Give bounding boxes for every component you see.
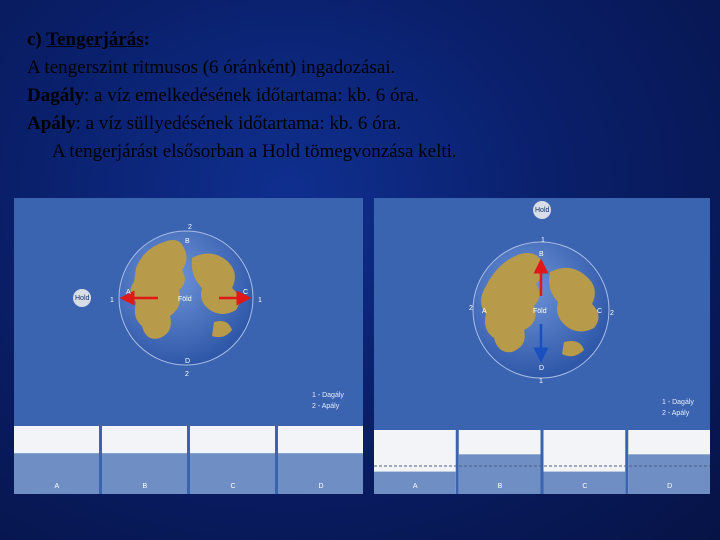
- point-c: C: [243, 289, 249, 296]
- line-ritmus: A tengerszint ritmusos (6 óránként) ingadozásai.: [27, 57, 396, 78]
- text-block: [27, 26, 707, 166]
- earth-label: Föld: [533, 308, 547, 315]
- heading-colon: :: [143, 29, 150, 50]
- num-bottom: 1: [539, 378, 543, 385]
- line-hold: A tengerjárást elsősorban a Hold tömegvonzása kelti.: [52, 141, 457, 162]
- tank-label-a: A: [54, 483, 60, 490]
- def-dagaly: : a víz emelkedésének időtartama: kb. 6 óra.: [84, 85, 420, 106]
- num-right: 1: [258, 297, 262, 304]
- tank-label-b: B: [497, 483, 503, 490]
- tank-label-d: D: [318, 483, 324, 490]
- earth-label: Föld: [178, 296, 192, 303]
- heading-prefix: c): [27, 29, 47, 50]
- line-dagaly: [27, 82, 707, 110]
- term-dagaly: Dagály: [27, 85, 84, 106]
- right-tide-diagram: [374, 198, 710, 494]
- point-a: A: [482, 308, 487, 315]
- right-tanks: [374, 430, 710, 494]
- term-apaly: Apály: [27, 113, 76, 134]
- num-bottom: 2: [185, 371, 189, 378]
- def-apaly: : a víz süllyedésének időtartama: kb. 6 óra.: [75, 113, 402, 134]
- tank-label-b: B: [142, 483, 148, 490]
- tank-label-d: D: [667, 483, 673, 490]
- left-diagram-svg: [14, 198, 363, 494]
- left-tide-diagram: [14, 198, 363, 494]
- point-c: C: [597, 308, 603, 315]
- right-diagram-svg: [374, 198, 710, 494]
- num-top: 1: [541, 237, 545, 244]
- point-a: A: [126, 289, 131, 296]
- point-b: B: [185, 238, 190, 245]
- num-left: 2: [469, 305, 473, 312]
- tank-label-c: C: [230, 483, 236, 490]
- legend-apaly: 2 - Apály: [312, 403, 340, 410]
- point-d: D: [185, 358, 191, 365]
- point-b: B: [539, 251, 544, 258]
- tank-label-c: C: [582, 483, 588, 490]
- num-right: 2: [610, 310, 614, 317]
- legend-apaly: 2 - Apály: [662, 410, 690, 417]
- num-left: 1: [110, 297, 114, 304]
- heading-title: Tengerjárás: [46, 29, 144, 50]
- legend-dagaly: 1 - Dagály: [662, 399, 694, 406]
- point-d: D: [539, 365, 545, 372]
- moon-label: Hold: [535, 207, 550, 214]
- left-tanks: [14, 426, 363, 494]
- line-apaly: [27, 110, 707, 138]
- legend-dagaly: 1 - Dagály: [312, 392, 344, 399]
- moon-label: Hold: [75, 295, 90, 302]
- num-top: 2: [188, 224, 192, 231]
- heading-line: [27, 26, 707, 54]
- tank-label-a: A: [412, 483, 418, 490]
